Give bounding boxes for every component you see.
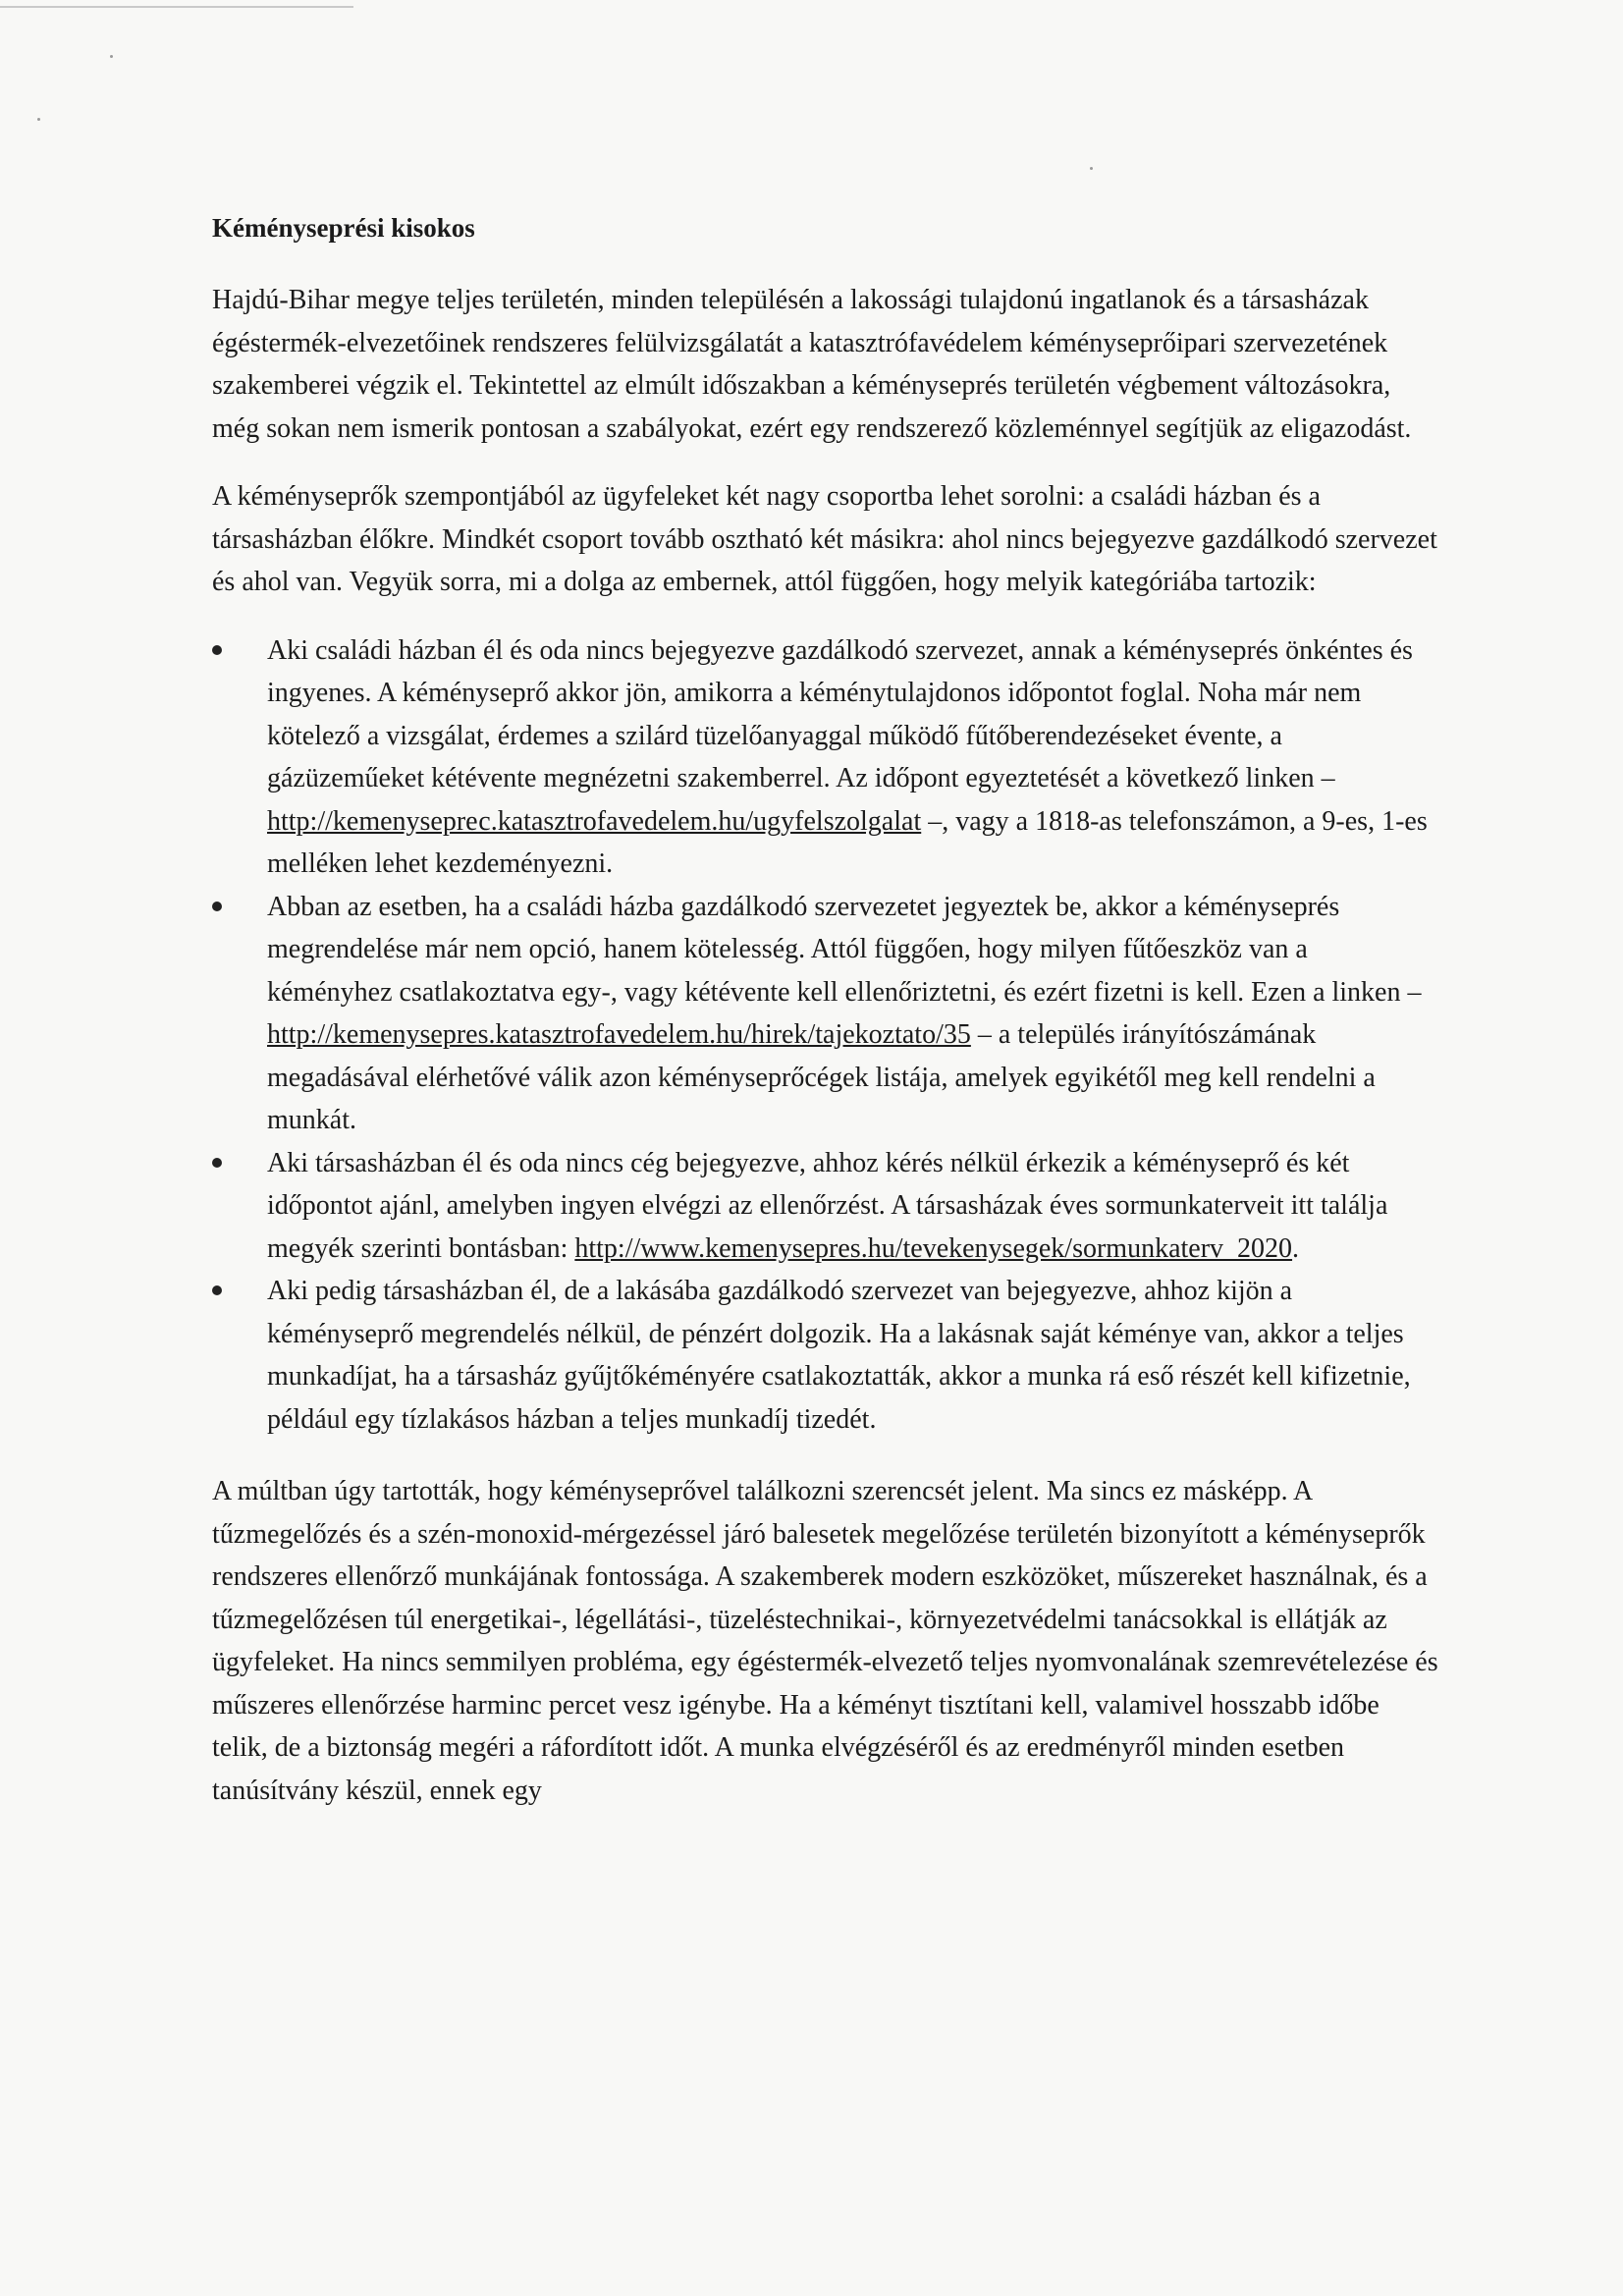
categories-paragraph: A kéményseprők szempontjából az ügyfeleket két nagy csoportba lehet sorolni: a családi házban és a társasházban élőkre. Mindkét csoport tovább osztható két másikra: ahol nincs bejegyezve gazdálkodó szervezet és ahol van. Vegyük sorra, mi a dolga az embernek, attól függően, hogy melyik kategóriába tartozik: (212, 481, 1437, 597)
list-item-text: Abban az esetben, ha a családi házba gazdálkodó szervezetet jegyeztek be, akkor a kéményseprés megrendelése már nem opció, hanem kötelesség. Attól függően, hogy milyen fűtőeszköz van a kéményhez csatlakoztatva egy-, vagy kétévente kell ellenőriztetni, és ezért fizetni is kell. Ezen a linken – (267, 891, 1422, 1008)
bullet-icon (212, 1158, 222, 1168)
closing-paragraph: A múltban úgy tartották, hogy kéményseprővel találkozni szerencsét jelent. Ma sincs ez másképp. A tűzmegelőzés és a szén-monoxid-mérgezéssel járó balesetek megelőzése területén bizonyított a kéményseprők rendszeres ellenőrző munkájának fontossága. A szakemberek modern eszközöket, műszereket használnak, és a tűzmegelőzésen túl energetikai-, légellátási-, tüzeléstechnikai-, környezetvédelmi tanácsokkal is ellátják az ügyfeleket. Ha nincs semmilyen probléma, egy égéstermék-elvezető teljes nyomvonalának szemrevételezése és műszeres ellenőrzése harminc percet vesz igénybe. Ha a kéményt tisztítani kell, valamivel hosszabb időbe telik, de a biztonság megéri a ráfordított időt. A munka elvégzéséről és az eredményről minden esetben tanúsítvány készül, ennek egy (212, 1476, 1438, 1806)
intro-paragraph: Hajdú-Bihar megye teljes területén, minden településén a lakossági tulajdonú ingatlanok és a társasházak égéstermék-elvezetőinek rendszeres felülvizsgálatát a katasztrófavédelem kéményseprőipari szervezetének szakemberei végzik el. Tekintettel az elmúlt időszakban a kéményseprés területén végbement változásokra, még sokan nem ismerik pontosan a szabályokat, ezért egy rendszerező közleménnyel segítjük az eligazodást. (212, 285, 1412, 444)
tajekoztato-link[interactable]: http://kemenyseprеs.katasztrofavedelem.hu/hirek/tajekoztato/35 (267, 1019, 971, 1050)
sormunkaterv-link[interactable]: http://www.kemenyseprеs.hu/tevekenysegek/sormunkaterv_2020 (574, 1232, 1293, 1264)
scan-speck (1090, 167, 1093, 170)
category-list (212, 629, 1439, 1442)
scan-speck (110, 55, 113, 58)
list-item-text: Aki társasházban él és oda nincs cég bejegyezve, ahhoz kérés nélkül érkezik a kéményseprő és két időpontot ajánl, amelyben ingyen elvégzi az ellenőrzést. A társasházak éves sormunkaterveit itt találja megyék szerinti bontásban: (267, 1147, 1388, 1264)
scan-edge-line (0, 6, 353, 8)
list-item-text: . (1292, 1232, 1300, 1264)
list-item-text: Aki pedig társasházban él, de a lakásába gazdálkodó szervezet van bejegyezve, ahhoz kijön a kéményseprő megrendelés nélkül, de pénzért dolgozik. Ha a lakásnak saját kéménye van, akkor a teljes munkadíjat, ha a társasház gyűjtőkéményére csatlakoztatták, akkor a munka rá eső részét kell kifizetnie, például egy tízlakásos házban a teljes munkadíj tizedét. (267, 1276, 1411, 1435)
list-item (212, 886, 1439, 1142)
list-item-text: – a település irányítószámának megadásával elérhetővé válik azon kéményseprőcégek listája, amelyek egyikétől meg kell rendelni a munkát. (267, 1019, 1376, 1135)
bullet-icon (212, 645, 222, 655)
bullet-icon (212, 902, 222, 911)
ugyfelszolgalat-link[interactable]: http://kemenyseprес.katasztrofavedelem.hu/ugyfelszolgalat (267, 805, 922, 837)
list-item (212, 1270, 1439, 1441)
scan-speck (37, 118, 40, 121)
list-item-text: –, vagy a 1818-as telefonszámon, a 9-es, 1-es melléken lehet kezdeményezni. (267, 805, 1428, 879)
bullet-icon (212, 1285, 222, 1295)
list-item (212, 629, 1439, 886)
list-item (212, 1142, 1439, 1271)
list-item-text: Aki családi házban él és oda nincs bejegyezve gazdálkodó szervezet, annak a kéményseprés önkéntes és ingyenes. A kéményseprő akkor jön, amikorra a kéménytulajdonos időpontot foglal. Noha már nem kötelező a vizsgálat, érdemes a szilárd tüzelőanyaggal működő fűtőberendezéseket évente, a gázüzeműeket kétévente megnézetni szakemberrel. Az időpont egyeztetését a következő linken – (267, 634, 1413, 793)
document-title: Kéményseprési kisokos (212, 213, 475, 243)
document-body (212, 206, 1439, 1812)
